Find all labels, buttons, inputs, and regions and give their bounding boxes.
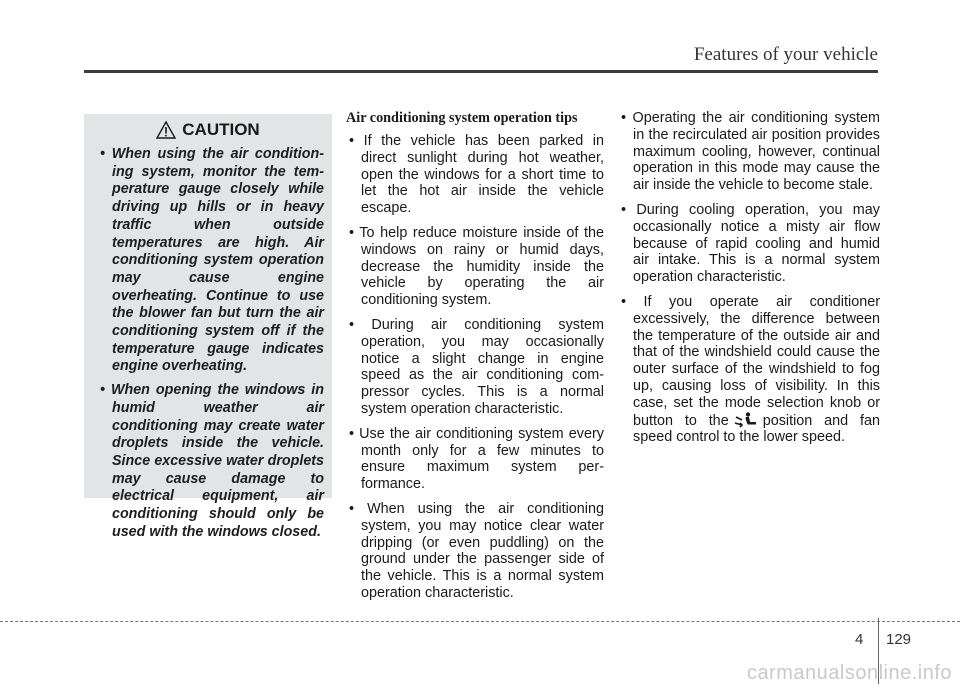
footer-rule (0, 621, 960, 622)
caution-heading-text: CAUTION (182, 120, 260, 139)
tip-item: • When using the air conditioning system, you may notice clear water dripping (or even puddling) on the ground under the passenger side of the vehicle. This is a normal system operation characteristic. (349, 500, 604, 601)
page-number: 129 (886, 631, 912, 648)
warning-triangle-icon (156, 121, 176, 139)
tip-item-mode-text-before: • If you operate air conditioner excessively, the difference between the temperature of the outside air and that of the windshield could cause the outer surface of the windshield to fog up, causing loss of visibility. In this case, set the mode selection knob or button to the (621, 293, 880, 429)
section-header-title: Features of your vehicle (693, 44, 878, 65)
header-rule (84, 70, 878, 73)
caution-item: • When opening the windows in humid weather air conditioning may create water droplets inside the vehicle. Since excessive water droplets may cause damage to electrical equipment, air conditioning should only be used with the windows closed. (100, 382, 324, 540)
watermark: carmanualsonline.info (746, 662, 952, 684)
chapter-number: 4 (855, 631, 864, 648)
tip-item: • If the vehicle has been parked in direct sunlight during hot weather, open the windows for a short time to let the hot air inside the vehicle escape. (349, 133, 604, 217)
caution-heading (92, 120, 324, 140)
tip-item-mode-text-after: position and fan speed control to the lower speed. (633, 412, 880, 446)
tip-item-mode (618, 294, 880, 446)
tip-item: • Use the air conditioning system every month only for a few minutes to ensure maximum system performance. (349, 425, 604, 493)
tip-item: • During cooling operation, you may occasionally notice a misty air flow because of rapid cooling and humid air intake. This is a normal system operation characteristic. (621, 201, 880, 286)
tips-column-left (346, 110, 604, 610)
tips-section-title: Air conditioning system operation tips (346, 110, 578, 126)
tips-column-right (618, 110, 880, 454)
caution-box (84, 114, 332, 540)
tip-item: • Operating the air conditioning system in the recirculated air position provides maximum cooling, however, continual operation in this mode may cause the air inside the vehicle to become stale. (621, 110, 880, 194)
tip-item: • To help reduce moisture inside of the windows on rainy or humid days, decrease the humidity inside the vehicle by operating the air conditioning system. (349, 224, 604, 309)
caution-item: • When using the air conditioning system, monitor the temperature gauge closely while driving up hills or in heavy traffic when outside temperatures are high. Air conditioning system operation may cause engine overheating. Continue to use the blower fan but turn the air conditioning system off if the temperature gauge indicates engine overheating. (100, 146, 324, 375)
floor-mode-icon (733, 412, 759, 428)
tip-item: • During air conditioning system operation, you may occasionally notice a slight change in engine speed as the air conditioning compressor cycles. This is a normal system operation characteristic. (349, 316, 604, 417)
